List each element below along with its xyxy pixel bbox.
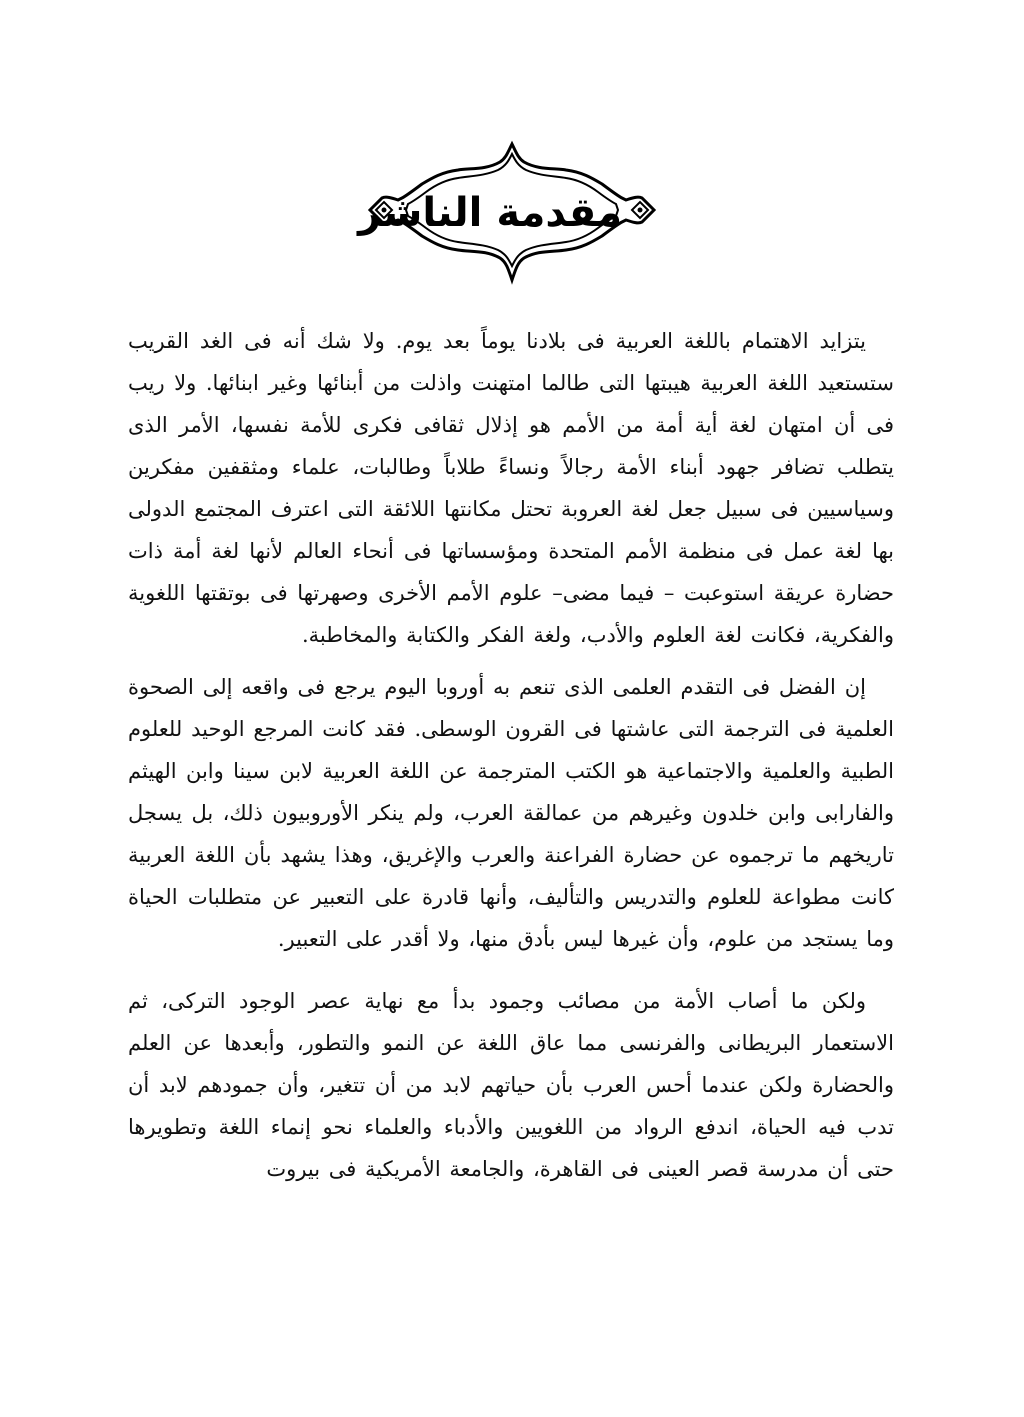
body-text — [128, 320, 894, 1190]
title-cartouche — [358, 138, 662, 286]
paragraph-2: إن الفضل فى التقدم العلمى الذى تنعم به أوروبا اليوم يرجع فى واقعه إلى الصحوة العلمية فى الترجمة التى عاشتها فى القرون الوسطى. فقد كانت المرجع الوحيد للعلوم الطبية والعلمية والاجتماعية هو الكتب المترجمة عن اللغة العربية لابن سينا وابن الهيثم والفارابى وابن خلدون وغيرهم من عمالقة العرب، ولم ينكر الأوروبيون ذلك، بل يسجل تاريخهم ما ترجموه عن حضارة الفراعنة والعرب والإغريق، وهذا يشهد بأن اللغة العربية كانت مطواعة للعلوم والتدريس والتأليف، وأنها قادرة على التعبير عن متطلبات الحياة وما يستجد من علوم، وأن غيرها ليس بأدق منها، ولا أقدر على التعبير. — [128, 675, 894, 951]
paragraph-1: يتزايد الاهتمام باللغة العربية فى بلادنا يوماً بعد يوم. ولا شك أنه فى الغد القريب ستستعيد اللغة العربية هيبتها التى طالما امتهنت واذلت من أبنائها وغير ابنائها. ولا ريب فى أن امتهان لغة أية أمة من الأمم هو إذلال ثقافى فكرى للأمة نفسها، الأمر الذى يتطلب تضافر جهود أبناء الأمة رجالاً ونساءً طلاباً وطالبات، علماء ومثقفين مفكرين وسياسيين فى سبيل جعل لغة العروبة تحتل مكانتها اللائقة التى اعترف المجتمع الدولى بها لغة عمل فى منظمة الأمم المتحدة ومؤسساتها فى أنحاء العالم لأنها لغة أمة ذات حضارة عريقة استوعبت – فيما مضى– علوم الأمم الأخرى وصهرتها فى بوتقتها اللغوية والفكرية، فكانت لغة العلوم والأدب، ولغة الفكر والكتابة والمخاطبة. — [128, 329, 894, 647]
paragraph-3: ولكن ما أصاب الأمة من مصائب وجمود بدأ مع نهاية عصر الوجود التركى، ثم الاستعمار البريطانى والفرنسى مما عاق اللغة عن النمو والتطور، وأبعدها عن العلم والحضارة ولكن عندما أحس العرب بأن حياتهم لابد من أن تتغير، وأن جمودهم لابد أن تدب فيه الحياة، اندفع الرواد من اللغويين والأدباء والعلماء نحو إنماء اللغة وتطويرها حتى أن مدرسة قصر العينى فى القاهرة، والجامعة الأمريكية فى بيروت — [128, 989, 894, 1181]
page-title: مقدمة الناشر — [358, 190, 622, 236]
